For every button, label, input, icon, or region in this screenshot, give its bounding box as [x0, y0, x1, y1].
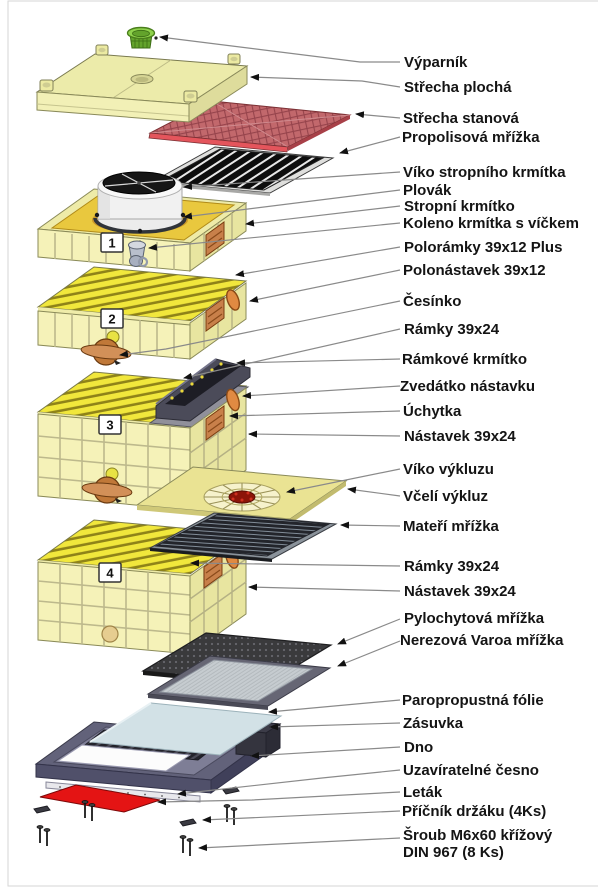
- label-pylochytova-mrizka: Pylochytová mřížka: [404, 610, 545, 627]
- label-vyparnik: Výparník: [404, 54, 468, 71]
- label-nastavek-2: Nástavek 39x24: [404, 583, 516, 600]
- box-number-4: 4: [106, 565, 114, 581]
- label-zvedatko: Zvedátko nástavku: [400, 378, 536, 395]
- evaporator-cap: [128, 28, 158, 49]
- box-number-plate-4: [99, 563, 121, 582]
- holder-crossbar: [180, 819, 196, 826]
- label-strecha-stanova: Střecha stanová: [403, 110, 519, 127]
- screw-pair: [224, 805, 237, 826]
- leader-line-13: [243, 386, 400, 396]
- label-propolisova-mrizka: Propolisová mřížka: [402, 129, 540, 146]
- holder-crossbar: [34, 806, 50, 813]
- leader-line-23: [269, 700, 400, 712]
- label-uchytka: Úchytka: [403, 403, 462, 420]
- leader-line-0: [160, 37, 400, 62]
- label-sroub: [403, 827, 552, 861]
- half-super-box: [38, 267, 246, 365]
- label-paropropustna-folie: Paropropustná fólie: [402, 692, 544, 709]
- leader-line-29: [199, 838, 400, 848]
- leader-line-15: [249, 434, 400, 436]
- box-number-plate-1: [101, 233, 123, 252]
- label-materi-mrizka: Mateří mřížka: [403, 518, 499, 535]
- box-number-plate-3: [99, 415, 121, 434]
- label-sroub-line1: Šroub M6x60 křížový: [403, 827, 553, 844]
- leader-line-3: [340, 137, 400, 153]
- label-koleno-krmitka: Koleno krmítka s víčkem: [403, 215, 579, 232]
- label-cesinko: Česínko: [403, 293, 462, 310]
- leader-line-14: [230, 411, 400, 416]
- label-poloramky: Polorámky 39x12 Plus: [404, 239, 563, 256]
- box-number-2: 2: [108, 311, 116, 327]
- leader-line-18: [341, 525, 400, 526]
- label-dno: Dno: [404, 739, 434, 756]
- leader-line-1: [251, 77, 400, 87]
- label-sroub-line2: DIN 967 (8 Ks): [403, 844, 504, 861]
- leader-line-8: [236, 247, 400, 275]
- label-ramkove-krmitko: Rámkové krmítko: [402, 351, 528, 368]
- label-stropni-krmitko: Stropní krmítko: [404, 198, 515, 215]
- label-vceli-vykluz: Včelí výkluz: [403, 488, 489, 505]
- label-ramky-1: Rámky 39x24: [404, 321, 500, 338]
- label-viko-stropniho-krmitka: Víko stropního krmítka: [403, 164, 566, 181]
- leader-line-6: [246, 206, 400, 224]
- leader-line-22: [338, 641, 400, 666]
- leader-line-9: [250, 270, 400, 301]
- feeder-lid: [103, 172, 175, 194]
- bee-escape: [204, 483, 280, 511]
- leader-line-21: [338, 619, 400, 644]
- screw-pair: [37, 826, 50, 847]
- entrance-hole: [102, 626, 118, 642]
- leader-line-17: [348, 489, 400, 496]
- leader-line-28: [203, 811, 400, 820]
- label-plovak: Plovák: [403, 182, 452, 199]
- label-strecha-plocha: Střecha plochá: [404, 79, 512, 96]
- label-pricnik-drzaku: Příčník držáku (4Ks): [402, 803, 547, 820]
- label-uzaviratelne-cesno: Uzavíratelné česno: [403, 762, 539, 779]
- box-number-plate-2: [101, 309, 123, 328]
- label-polonastavek: Polonástavek 39x12: [403, 262, 546, 279]
- leader-line-20: [249, 587, 400, 591]
- label-letak: Leták: [403, 784, 443, 801]
- label-viko-vykluzu: Víko výkluzu: [403, 461, 494, 478]
- screw-pair: [180, 836, 193, 857]
- leader-line-24: [270, 723, 400, 727]
- label-zasuvka: Zásuvka: [403, 715, 464, 732]
- box-number-1: 1: [108, 235, 116, 251]
- label-ramky-2: Rámky 39x24: [404, 558, 500, 575]
- label-nastavek-1: Nástavek 39x24: [404, 428, 516, 445]
- label-varoa-mrizka: Nerezová Varoa mřížka: [400, 632, 564, 649]
- leader-line-2: [356, 114, 400, 118]
- box-number-3: 3: [106, 417, 114, 433]
